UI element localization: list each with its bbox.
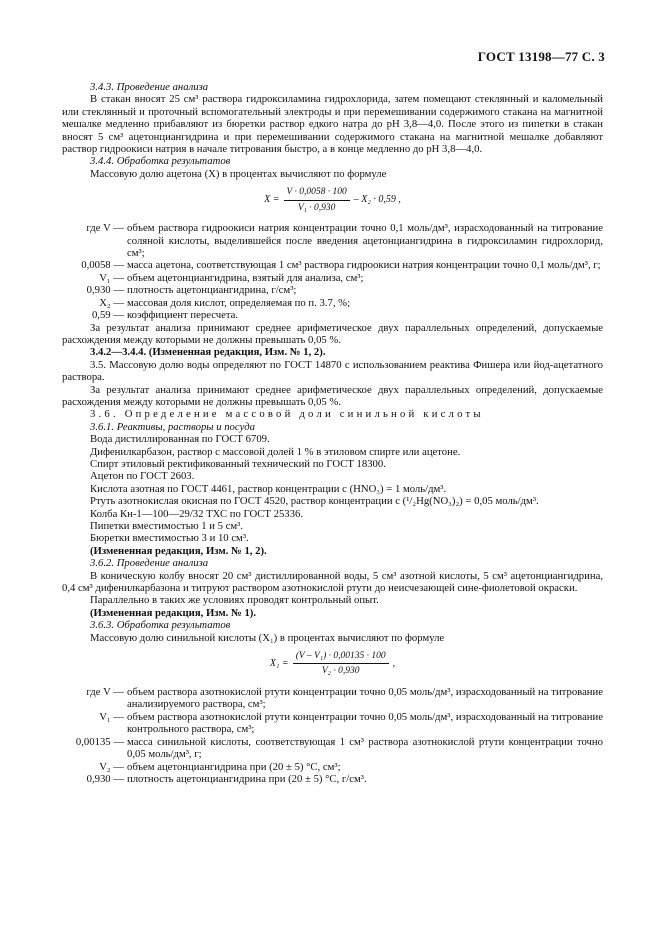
- definition-item: где V — объем раствора гидроокиси натрия концентрации точно 0,1 моль/дм³, израсходованный на титрование соляной кислоты, выделившейся после введения ацетонциангидрина в гидроксиламин гидрохлорид, см³;: [86, 222, 603, 260]
- definitions-list-1: [62, 222, 603, 321]
- formula-numerator: V · 0,0058 · 100: [284, 186, 350, 200]
- page-header: ГОСТ 13198—77 С. 3: [477, 49, 605, 64]
- definition-item: 0,0058 — масса ацетона, соответствующая 1 см³ раствора гидроокиси натрия концентрации точно 0,1 моль/дм³, г;: [81, 259, 601, 272]
- formula-fraction: [293, 650, 389, 678]
- definition-item: 0,930 — плотность ацетонциангидрина при (20 ± 5) °С, г/см³.: [86, 772, 367, 785]
- definition-item: 0,930 — плотность ацетонциангидрина, г/см³;: [86, 284, 297, 297]
- paragraph-result-1: За результат анализа принимают среднее арифметическое двух параллельных определений, допускаемые расхождения между которыми не должны превышать 0,05 %.: [62, 321, 603, 346]
- formula-acetone: [62, 186, 603, 216]
- definition-item: 0,00135 — масса синильной кислоты, соответствующая 1 см³ раствора азотнокислой ртути концентрации точно 0,05 моль/дм³, г;: [75, 735, 603, 761]
- reagent-item: Колба Кн-1—100—29/32 ТХС по ГОСТ 25336.: [90, 507, 304, 520]
- formula-rest: – X₂ · 0,59 ,: [353, 193, 401, 205]
- formula-rest: ,: [392, 657, 396, 669]
- definition-item: V₁ — объем ацетонциангидрина, взятый для анализа, см³;: [99, 271, 364, 284]
- paragraph-control: Параллельно в таких же условиях проводят контрольный опыт.: [90, 594, 379, 607]
- definition-item: X₂ — массовая доля кислот, определяемая по п. 3.7, %;: [99, 296, 351, 309]
- formula-numerator: (V – V₁) · 0,00135 · 100: [293, 650, 389, 664]
- definition-item: 0,59 — коэффициент пересчета.: [91, 309, 239, 322]
- paragraph-3-6-2: В коническую колбу вносят 20 см³ дистиллированной воды, 5 см³ азотной кислоты, 5 см³ ацетонциангидрина, 0,4 см³ дифенилкарбазона и титруют раствором азотнокислой ртути до неисчезающей сине-фиолетовой окраски.: [62, 569, 603, 595]
- section-heading-3-6: 3.6. Определение массовой доли синильной кислоты: [90, 408, 484, 421]
- section-heading-3-4-4: 3.4.4. Обработка результатов: [90, 155, 231, 168]
- reagent-item: Пипетки вместимостью 1 и 5 см³.: [90, 520, 244, 532]
- paragraph-3-4-4: Массовую долю ацетона (X) в процентах вычисляют по формуле: [90, 167, 387, 180]
- definition-item: где V — объем раствора азотнокислой ртути концентрации точно 0,05 моль/дм³, израсходованный на титрование анализируемого раствора, см³;: [86, 686, 603, 711]
- formula-hcn: [62, 650, 603, 680]
- edition-note-3-6-2: (Измененная редакция, Изм. № 1).: [90, 606, 257, 619]
- reagent-item: Бюретки вместимостью 3 и 10 см³.: [90, 532, 249, 545]
- reagent-item: Спирт этиловый ректификованный технический по ГОСТ 18300.: [90, 457, 386, 470]
- section-heading-3-6-1: 3.6.1. Реактивы, растворы и посуда: [90, 420, 256, 433]
- reagent-item: Кислота азотная по ГОСТ 4461, раствор концентрации c (HNO₃) = 1 моль/дм³.: [90, 482, 447, 495]
- paragraph-result-2: За результат анализа принимают среднее арифметическое двух параллельных определений, допускаемые расхождения между которыми не должны превышать 0,05 %.: [62, 383, 603, 408]
- reagent-item: Ацетон по ГОСТ 2603.: [90, 470, 195, 483]
- definitions-list-2: [62, 686, 603, 785]
- section-heading-3-6-2: 3.6.2. Проведение анализа: [90, 557, 209, 570]
- reagent-item: Дифенилкарбазон, раствор с массовой долей 1 % в этиловом спирте или ацетоне.: [90, 445, 461, 458]
- edition-note-3-6-1: (Измененная редакция, Изм. № 1, 2).: [90, 544, 267, 557]
- formula-lhs: X₁ =: [269, 657, 289, 669]
- paragraph-3-5: 3.5. Массовую долю воды определяют по ГОСТ 14870 с использованием реактива Фишера или йод-ацетатного раствора.: [62, 358, 603, 384]
- document-body: [62, 81, 603, 785]
- definition-item: V₁ — объем раствора азотнокислой ртути концентрации точно 0,05 моль/дм³, израсходованный на титрование контрольного раствора, см³;: [99, 710, 603, 736]
- section-heading-3-4-3: 3.4.3. Проведение анализа: [90, 81, 209, 93]
- edition-note-3-4: 3.4.2—3.4.4. (Измененная редакция, Изм. № 1, 2).: [90, 346, 326, 359]
- reagent-item: Ртуть азотнокислая окисная по ГОСТ 4520, раствор концентрации c (¹/₂Hg(NO₃)₂) = 0,05 моль/дм³.: [90, 495, 539, 508]
- reagent-item: Вода дистиллированная по ГОСТ 6709.: [90, 433, 270, 446]
- paragraph-3-6-3: Массовую долю синильной кислоты (X₁) в процентах вычисляют по формуле: [90, 631, 445, 644]
- paragraph-3-4-3: В стакан вносят 25 см³ раствора гидроксиламина гидрохлорида, затем помещают стеклянный и каломельный или стеклянный и проточный вспомогательный электроды и при перемешивании содержимого стакана на магнитной мешалке медленно прибавляют из бюретки раствор едкого натра до рН 3,8—4,0. После этого из пипетки в стакан вносят 5 см³ ацетонциангидрина и при перемешивании содержимого стакана на магнитной мешалке добавляют раствор гидроокиси натрия в начале титрования быстро, а в конце медленно до рН 3,8—4,0.: [62, 93, 603, 156]
- formula-denominator: V₁ · 0,930: [297, 202, 336, 213]
- formula-fraction: [284, 186, 350, 214]
- formula-denominator: V₂ · 0,930: [321, 666, 360, 677]
- formula-lhs: X =: [264, 193, 280, 205]
- reagents-list: [62, 433, 603, 545]
- section-heading-3-6-3: 3.6.3. Обработка результатов: [90, 619, 231, 632]
- definition-item: V₂ — объем ацетонциангидрина при (20 ± 5) °С, см³;: [99, 760, 341, 773]
